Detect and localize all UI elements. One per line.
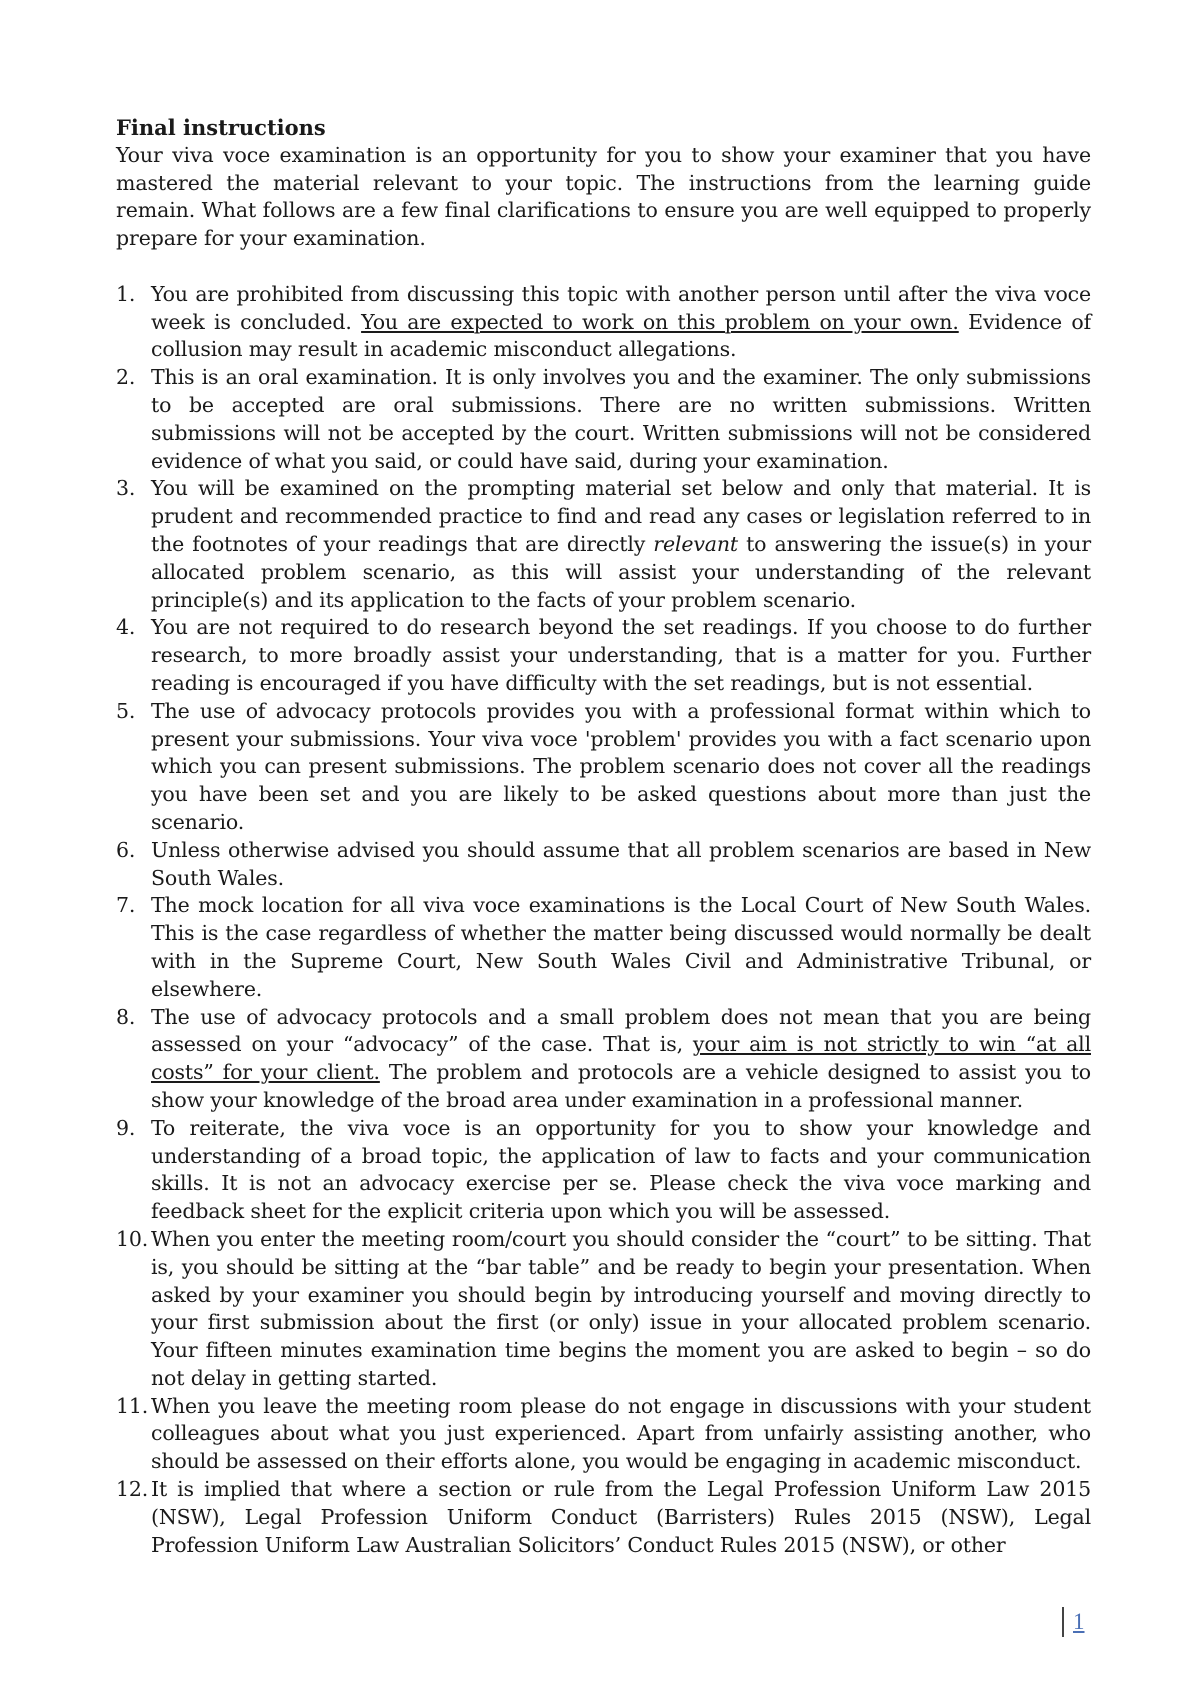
item-number: 7.	[116, 893, 136, 918]
list-item: 11. When you leave the meeting room please do not engage in discussions with your student colleagues about what you just experienced. Apart from unfairly assisting another, who should be assessed on their efforts alone, you would be engaging in academic misconduct.	[116, 1393, 1091, 1474]
document-body	[116, 114, 1091, 1559]
item-number: 6.	[116, 837, 136, 862]
list-item: 2. This is an oral examination. It is only involves you and the examiner. The only submissions to be accepted are oral submissions. There are no written submissions. Written submissions will not be accepted by the court. Written submissions will not be considered evidence of what you said, or could have said, during your examination.	[116, 365, 1091, 473]
section-heading: Final instructions	[116, 115, 326, 140]
list-item: 6. Unless otherwise advised you should assume that all problem scenarios are based in New South Wales.	[116, 837, 1091, 890]
list-item: 8. The use of advocacy protocols and a small problem does not mean that you are being assessed on your “advocacy” of the case. That is, your aim is not strictly to win “at all costs” for your client. The problem and protocols are a vehicle designed to assist you to show your knowledge of the broad area under examination in a professional manner.	[116, 1004, 1091, 1112]
item-number: 9.	[116, 1115, 136, 1140]
instructions-list	[116, 281, 1091, 1560]
item-number: 1.	[116, 281, 136, 306]
item-number: 11.	[116, 1393, 149, 1418]
underlined-text: your aim is not strictly to win “at all costs” for your client.	[151, 1032, 1091, 1085]
underlined-text: You are expected to work on this problem on your own.	[361, 309, 959, 334]
list-item: 12. It is implied that where a section or rule from the Legal Profession Uniform Law 2015 (NSW), Legal Profession Uniform Conduct (Barristers) Rules 2015 (NSW), Legal Profession Uniform Law Australian Solicitors’ Conduct Rules 2015 (NSW), or other	[116, 1477, 1091, 1557]
list-item: 3. You will be examined on the prompting material set below and only that material. It is prudent and recommended practice to find and read any cases or legislation referred to in the footnotes of your readings that are directly relevant to answering the issue(s) in your allocated problem scenario, as this will assist your understanding of the relevant principle(s) and its application to the facts of your problem scenario.	[116, 476, 1092, 612]
item-number: 10.	[116, 1226, 149, 1251]
list-item: 4. You are not required to do research beyond the set readings. If you choose to do further research, to more broadly assist your understanding, that is a matter for you. Further reading is encouraged if you have difficulty with the set readings, but is not essential.	[116, 615, 1091, 695]
item-number: 5.	[116, 698, 136, 723]
list-item: 9. To reiterate, the viva voce is an opportunity for you to show your knowledge and understanding of a broad topic, the application of law to facts and your communication skills. It is not an advocacy exercise per se. Please check the viva voce marking and feedback sheet for the explicit criteria upon which you will be assessed.	[116, 1115, 1091, 1224]
item-number: 12.	[116, 1477, 149, 1502]
list-item: 10. When you enter the meeting room/court you should consider the “court” to be sitting. That is, you should be sitting at the “bar table” and be ready to begin your presentation. When asked by your examiner you should begin by introducing yourself and moving directly to your first submission about the first (or only) issue in your allocated problem scenario. Your fifteen minutes examination time begins the moment you are asked to begin – so do not delay in getting started.	[116, 1226, 1091, 1390]
item-number: 8.	[116, 1004, 136, 1029]
page-number: 1	[1073, 1609, 1085, 1634]
item-number: 4.	[116, 615, 136, 640]
item-number: 2.	[116, 365, 136, 390]
list-item: 7. The mock location for all viva voce examinations is the Local Court of New South Wales. This is the case regardless of whether the matter being discussed would normally be dealt with in the Supreme Court, New South Wales Civil and Administrative Tribunal, or elsewhere.	[116, 893, 1091, 1001]
intro-paragraph: Your viva voce examination is an opportunity for you to show your examiner that you have mastered the material relevant to your topic. The instructions from the learning guide remain. What follows are a few final clarifications to ensure you are well equipped to properly prepare for your examination.	[116, 143, 1091, 251]
item-number: 3.	[116, 476, 136, 501]
list-item: 1. You are prohibited from discussing this topic with another person until after the viva voce week is concluded. You are expected to work on this problem on your own. Evidence of collusion may result in academic misconduct allegations.	[116, 281, 1092, 362]
list-item: 5. The use of advocacy protocols provides you with a professional format within which to present your submissions. Your viva voce 'problem' provides you with a fact scenario upon which you can present submissions. The problem scenario does not cover all the readings you have been set and you are likely to be asked questions about more than just the scenario.	[116, 698, 1091, 834]
page-footer	[1062, 1607, 1085, 1637]
italic-text: relevant	[653, 531, 738, 556]
footer-divider	[1062, 1607, 1064, 1637]
